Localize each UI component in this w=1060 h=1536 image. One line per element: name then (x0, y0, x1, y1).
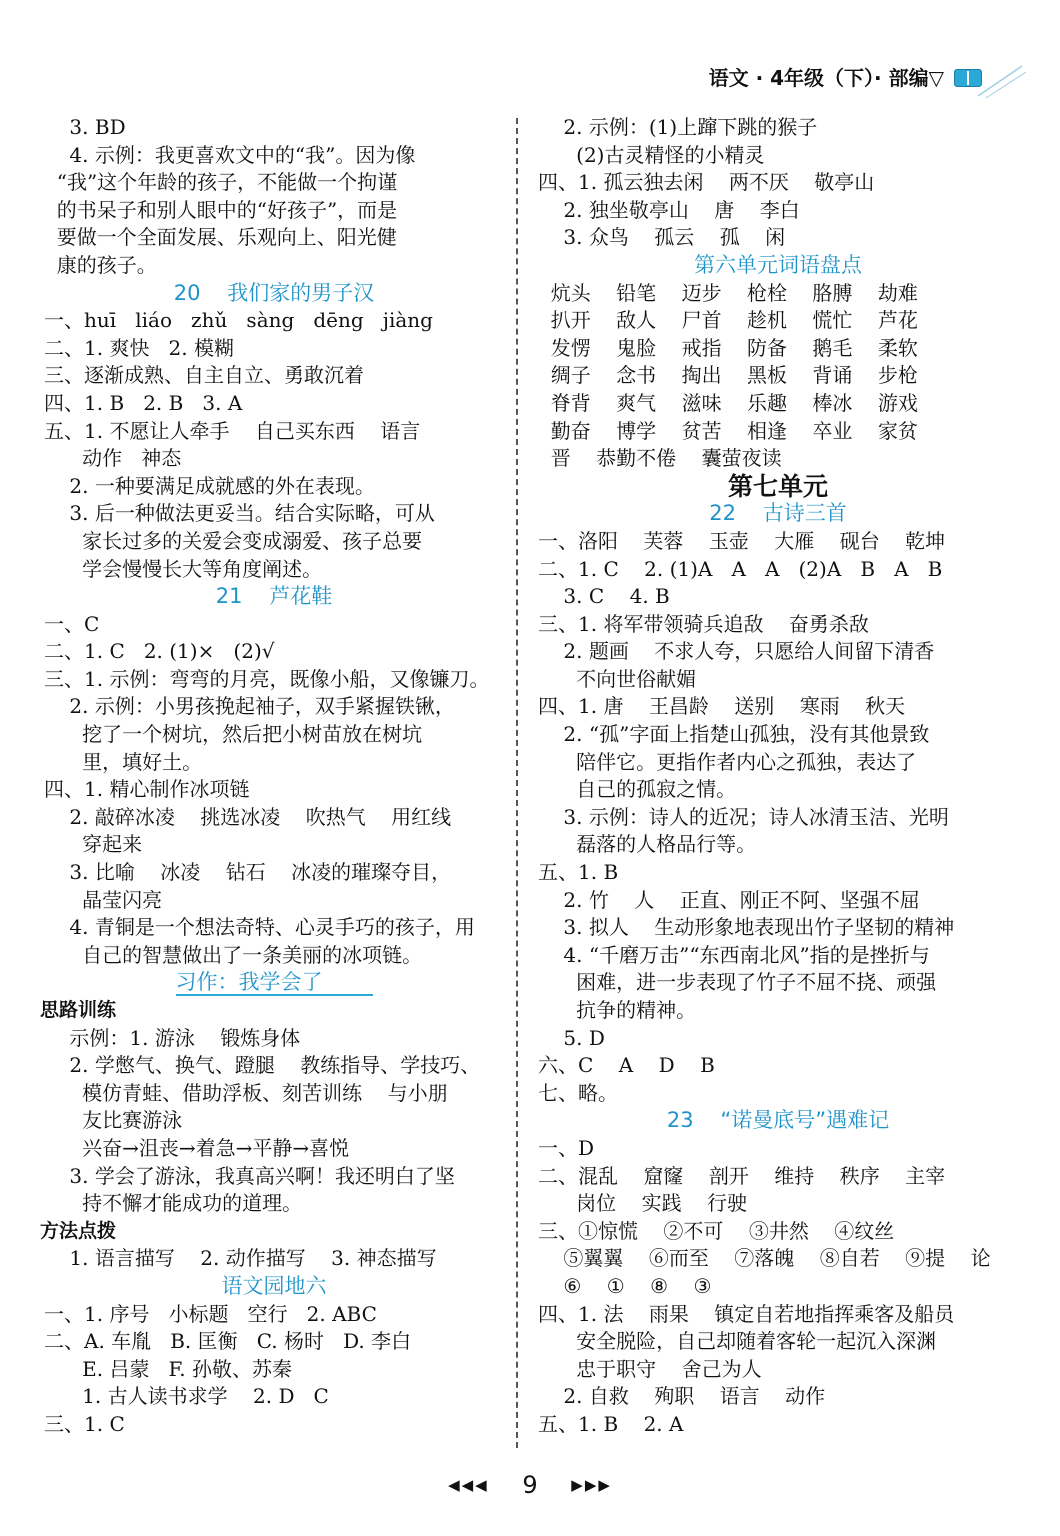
answer-line: 2. “孤”字面上指楚山孤独，没有其他景致 (538, 722, 930, 747)
answer-line: 2. 学憋气、换气、蹬腿 教练指导、学技巧、 (44, 1053, 481, 1078)
column-divider (516, 118, 518, 1448)
answer-line: 二、1. C 2. (1)A A A (2)A B A B (538, 556, 943, 581)
answer-line: 炕头 铅笔 迈步 枪栓 胳膊 劫难 (538, 280, 918, 305)
answer-line: 勤奋 博学 贫苦 相逢 卒业 家贫 (538, 418, 918, 443)
answer-line: 兴奋→沮丧→着急→平静→喜悦 (44, 1135, 350, 1160)
answer-line: “我”这个年龄的孩子，不能做一个拘谨 (44, 170, 398, 195)
answer-line: 三、1. C (44, 1411, 125, 1436)
answer-line: 3. 示例：诗人的近况；诗人冰清玉洁、光明 (538, 804, 949, 829)
answer-line: 3. 众鸟 孤云 孤 闲 (538, 225, 786, 250)
answer-line: 一、D (538, 1135, 595, 1160)
answer-line: 磊落的人格品行等。 (538, 832, 757, 857)
section-heading: 20 我们家的男子汉 (173, 280, 375, 305)
answer-line: 3. 比喻 冰凌 钻石 冰凌的璀璨夺目， (44, 860, 452, 885)
section-heading: 第六单元词语盘点 (694, 252, 862, 277)
section-heading: 23 “诺曼底号”遇难记 (666, 1108, 890, 1133)
answer-line: 1. 古人读书求学 2. D C (44, 1384, 329, 1409)
answer-line: 2. 一种要满足成就感的外在表现。 (44, 473, 375, 498)
right-column (538, 114, 1018, 1439)
answer-line: 晶莹闪亮 (44, 887, 163, 912)
page-header (709, 62, 982, 91)
answer-line: 示例：1. 游泳 锻炼身体 (44, 1025, 301, 1050)
answer-line: 三、逐渐成熟、自主自立、勇敢沉着 (44, 363, 364, 388)
answer-line: E. 吕蒙 F. 孙敬、苏秦 (44, 1356, 293, 1381)
answer-line: 3. BD (44, 115, 126, 139)
subsection-label: 方法点拨 (40, 1219, 117, 1242)
section-heading: 语文园地六 (221, 1273, 327, 1298)
answer-line: 岗位 实践 行驶 (538, 1191, 748, 1216)
answer-line: 要做一个全面发展、乐观向上、阳光健 (44, 225, 397, 250)
answer-line: 三、1. 示例：弯弯的月亮，既像小船，又像镰刀。 (44, 666, 490, 691)
answer-line: 1. 语言描写 2. 动作描写 3. 神态描写 (44, 1246, 437, 1271)
answer-line: 二、A. 车胤 B. 匡衡 C. 杨时 D. 李白 (44, 1329, 412, 1354)
answer-line: 困难，进一步表现了竹子不屈不挠、顽强 (538, 970, 937, 995)
section-heading: 21 芦花鞋 (215, 584, 333, 609)
answer-line: 挖了一个树坑，然后把小树苗放在树坑 (44, 722, 423, 747)
answer-line: 二、1. 爽快 2. 模糊 (44, 335, 234, 360)
answer-line: 五、1. 不愿让人牵手 自己买东西 语言 (44, 418, 421, 443)
answer-line: 家长过多的关爱会变成溺爱、孩子总要 (44, 528, 423, 553)
answer-line: (2)古灵精怪的小精灵 (538, 142, 765, 167)
answer-line: 晋 恭勤不倦 囊萤夜读 (538, 446, 782, 471)
answer-line: 3. 拟人 生动形象地表现出竹子坚韧的精神 (538, 915, 955, 940)
answer-line: 三、①惊慌 ②不可 ③井然 ④纹丝 (538, 1218, 895, 1243)
answer-line: 2. 竹 人 正直、刚正不阿、坚强不屈 (538, 887, 920, 912)
answer-line: 2. 独坐敬亭山 唐 李白 (538, 197, 800, 222)
answer-line: 忠于职守 舍己为人 (538, 1356, 762, 1381)
answer-line: 3. 学会了游泳，我真高兴啊！我还明白了坚 (44, 1163, 455, 1188)
answer-line: 不向世俗献媚 (538, 666, 697, 691)
answer-line: 二、1. C 2. (1)× (2)√ (44, 639, 275, 664)
answer-line: 4. 青铜是一个想法奇特、心灵手巧的孩子，用 (44, 915, 475, 940)
answer-line: 五、1. B 2. A (538, 1411, 684, 1436)
answer-line: 四、1. B 2. B 3. A (44, 390, 243, 415)
subsection-label: 思路训练 (40, 999, 117, 1021)
answer-line: 持不懈才能成功的道理。 (44, 1191, 303, 1216)
answer-line: 一、C (44, 611, 100, 636)
answer-line: 七、略。 (538, 1080, 618, 1105)
answer-line: 友比赛游泳 (44, 1108, 183, 1133)
answer-line: 四、1. 法 雨果 镇定自若地指挥乘客及船员 (538, 1301, 955, 1326)
answer-line: 穿起来 (44, 832, 143, 857)
answer-line: 四、1. 孤云独去闲 两不厌 敬亭山 (538, 170, 875, 195)
answer-line: 五、1. B (538, 860, 619, 885)
answer-line: 里，填好土。 (44, 749, 203, 774)
answer-line: 一、洛阳 芙蓉 玉壶 大雁 砚台 乾坤 (538, 528, 946, 553)
answer-line: 4. 示例：我更喜欢文中的“我”。因为像 (44, 142, 416, 167)
answer-line: 的书呆子和别人眼中的“好孩子”，而是 (44, 197, 398, 222)
answer-line: 一、1. 序号 小标题 空行 2. ABC (44, 1301, 377, 1326)
answer-line: 二、混乱 窟窿 剖开 维持 秩序 主宰 (538, 1163, 946, 1188)
section-heading: 第七单元 (727, 471, 828, 501)
answer-line: ⑥ ① ⑧ ③ (538, 1273, 712, 1298)
answer-line: 抗争的精神。 (538, 998, 697, 1022)
answer-line: 发愣 鬼脸 戒指 防备 鹅毛 柔软 (538, 335, 918, 360)
heading-text: 习作：我学会了 (176, 970, 373, 996)
answer-line: 2. 自救 殉职 语言 动作 (538, 1384, 826, 1409)
subject-label: 语文 · 4年级（下）· 部编▽ (708, 66, 944, 90)
decorative-lines-icon (970, 60, 1030, 100)
answer-line: 康的孩子。 (44, 252, 157, 277)
answer-line: 3. 后一种做法更妥当。结合实际略，可从 (44, 501, 435, 526)
answer-line: 2. 示例：(1)上蹿下跳的猴子 (538, 115, 818, 139)
answer-line: 2. 题画 不求人夸，只愿给人间留下清香 (538, 639, 935, 664)
answer-line: 动作 神态 (44, 446, 182, 471)
left-column (40, 114, 504, 1439)
answer-line: 学会慢慢长大等角度阐述。 (44, 556, 323, 581)
section-heading (44, 969, 504, 997)
answer-line: ⑤翼翼 ⑥而至 ⑦落魄 ⑧自若 ⑨提 论 (538, 1246, 991, 1271)
page-number: 9 (522, 1471, 538, 1499)
answer-line: 一、huī liáo zhǔ sàng dēng jiàng (44, 308, 433, 333)
answer-line: 2. 敲碎冰凌 挑选冰凌 吹热气 用红线 (44, 804, 452, 829)
answer-line: 3. C 4. B (538, 584, 670, 609)
answer-line: 安全脱险，自己却随着客轮一起沉入深渊 (538, 1329, 937, 1354)
page-footer (0, 1470, 1060, 1499)
answer-line: 自己的孤寂之情。 (538, 777, 737, 802)
answer-line: 脊背 爽气 滋味 乐趣 棒冰 游戏 (538, 390, 918, 415)
answer-line: 2. 示例：小男孩挽起袖子，双手紧握铁锹， (44, 694, 455, 719)
answer-line: 4. “千磨万击”“东西南北风”指的是挫折与 (538, 942, 930, 967)
answer-line: 四、1. 精心制作冰项链 (44, 777, 250, 802)
answer-line: 自己的智慧做出了一条美丽的冰项链。 (44, 942, 423, 967)
answer-line: 5. D (538, 1025, 605, 1050)
answer-line: 六、C A D B (538, 1053, 715, 1078)
section-heading: 22 古诗三首 (709, 501, 847, 526)
answer-line: 扒开 敌人 尸首 趁机 慌忙 芦花 (538, 308, 918, 333)
answer-line: 三、1. 将军带领骑兵追敌 奋勇杀敌 (538, 611, 869, 636)
answer-line: 模仿青蛙、借助浮板、刻苦训练 与小朋 (44, 1080, 448, 1105)
answer-line: 四、1. 唐 王昌龄 送别 寒雨 秋天 (538, 694, 906, 719)
next-arrows-icon: ▶▶▶ (571, 1476, 612, 1494)
answer-line: 绸子 念书 掏出 黑板 背诵 步枪 (538, 363, 918, 388)
prev-arrows-icon: ◀◀◀ (448, 1476, 489, 1494)
answer-line: 陪伴它。更指作者内心之孤独，表达了 (538, 749, 917, 774)
